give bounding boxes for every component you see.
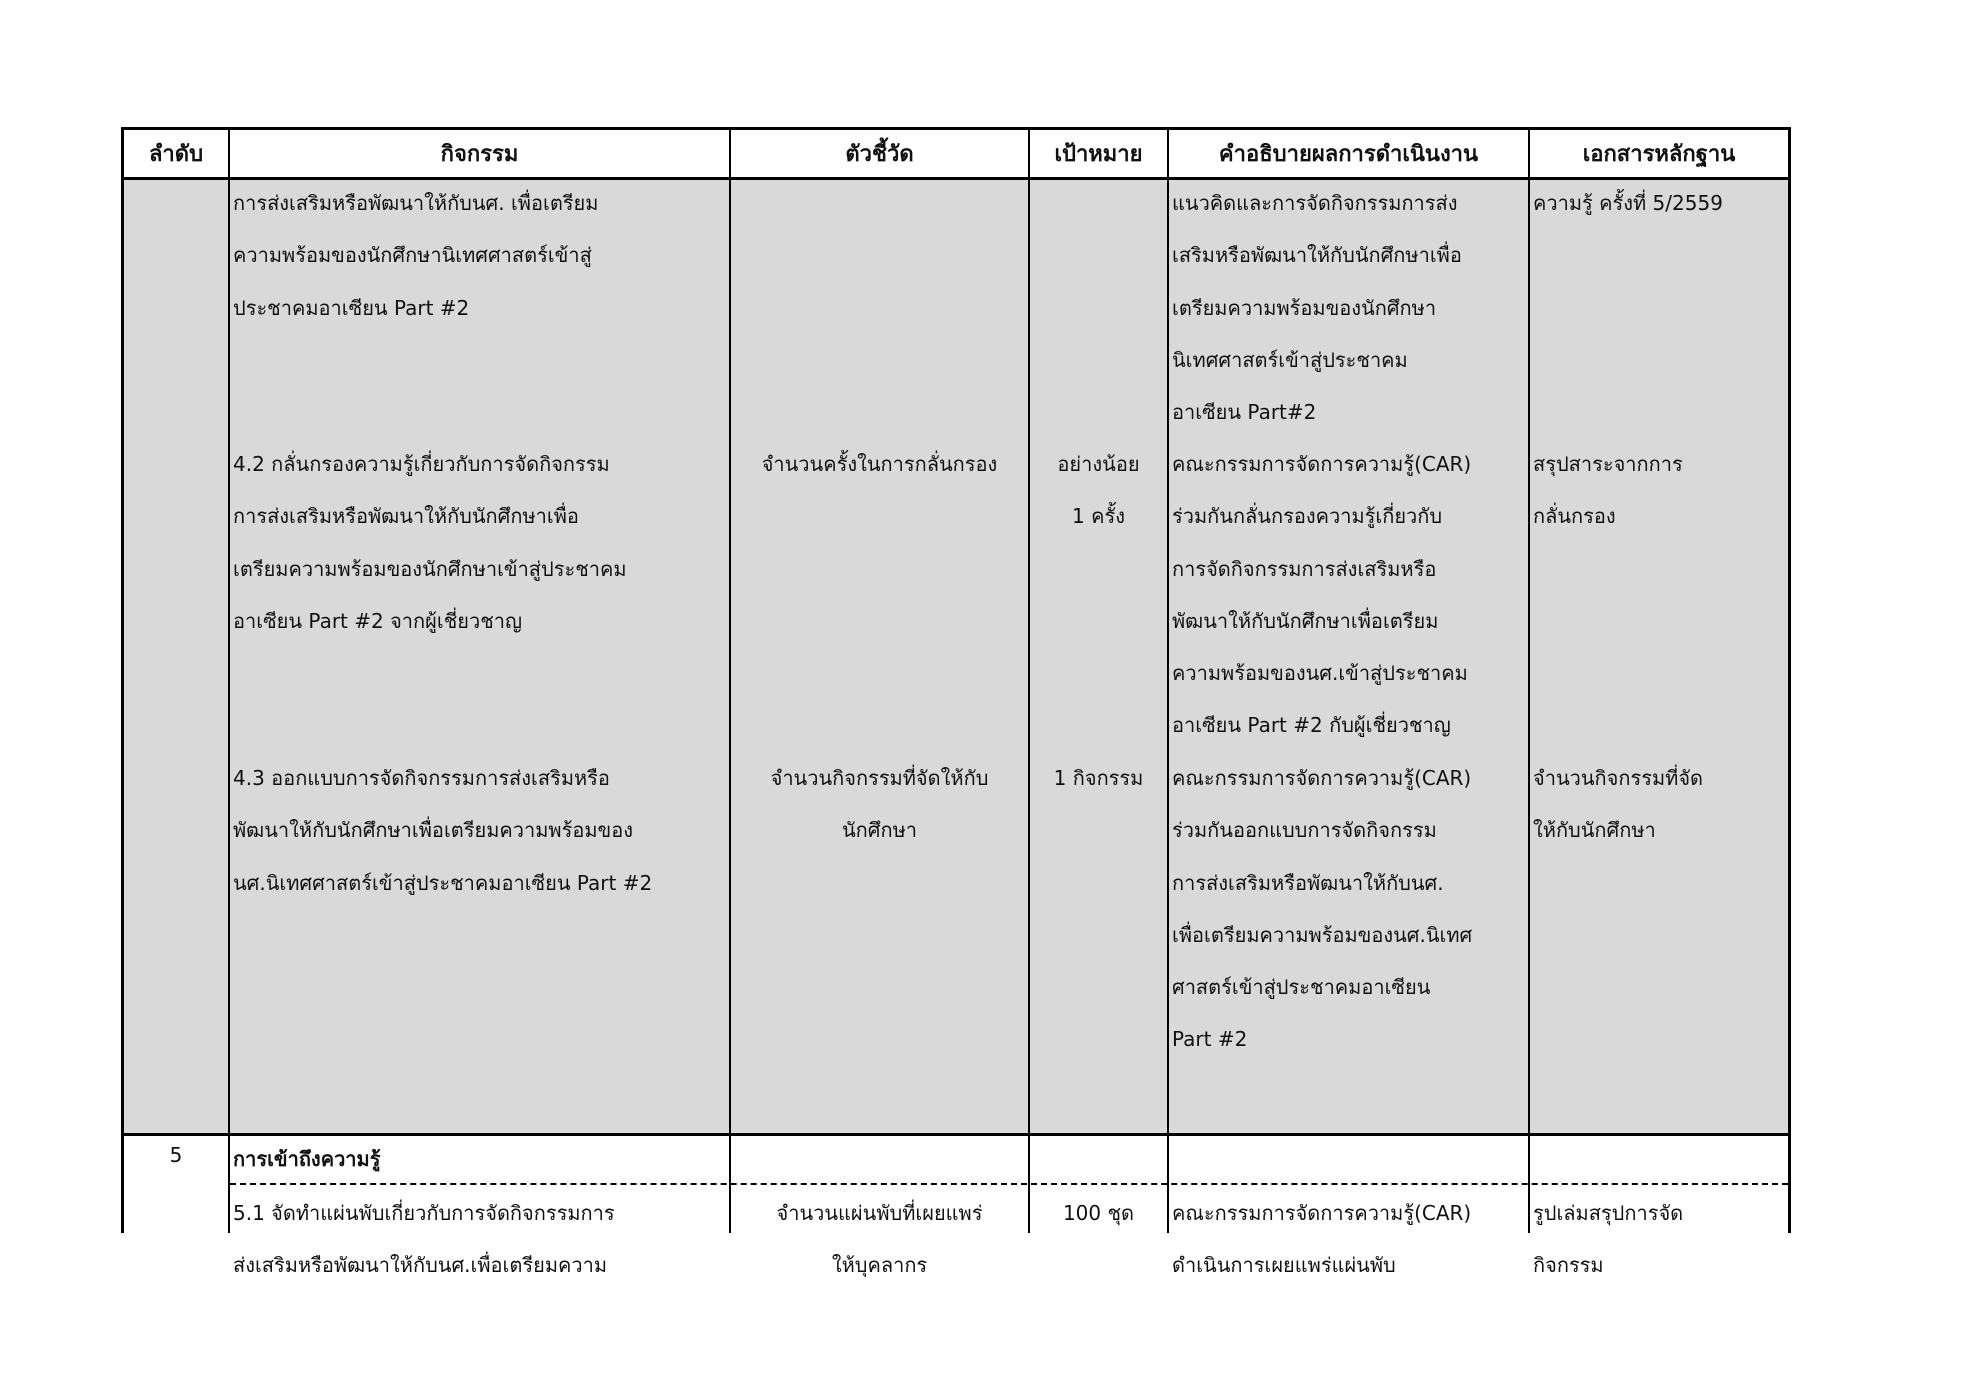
indicator-cell: จำนวนครั้งในการกลั่นกรอง xyxy=(761,452,998,476)
header-evidence: เอกสารหลักฐาน xyxy=(1582,141,1736,167)
col-divider xyxy=(1167,127,1169,1233)
indicator-cell: จำนวนกิจกรรมที่จัดให้กับ นักศึกษา xyxy=(770,766,989,843)
header-description: คำอธิบายผลการดำเนินงาน xyxy=(1218,141,1479,167)
header-no: ลำดับ xyxy=(148,141,204,167)
header-activity: กิจกรรม xyxy=(440,141,519,167)
header-target: เป้าหมาย xyxy=(1054,141,1143,167)
col-divider xyxy=(729,127,731,1233)
description-cell: คณะกรรมการจัดการความรู้(CAR) ร่วมกันกลั่นกรองความรู้เกี่ยวกับ การจัดกิจกรรมการส่งเสริมหรือ พัฒนาให้กับนักศึกษาเพื่อเตรียม ความพร้อมของนศ.เข้าสู่ประชาคม อาเซียน Part #2 กับผู้เชี่ยวชาญ xyxy=(1172,452,1472,738)
target-cell: 100 ชุด xyxy=(1062,1201,1135,1225)
col-divider xyxy=(228,127,230,1233)
target-cell: 1 กิจกรรม xyxy=(1053,766,1144,790)
target-cell: อย่างน้อย 1 ครั้ง xyxy=(1057,452,1140,529)
description-cell: คณะกรรมการจัดการความรู้(CAR) ร่วมกันออกแบบการจัดกิจกรรม การส่งเสริมหรือพัฒนาให้กับนศ. เพื่อเตรียมความพร้อมของนศ.นิเทศ ศาสตร์เข้าสู่ประชาคมอาเซียน Part #2 xyxy=(1172,766,1473,1052)
activity-cell: การส่งเสริมหรือพัฒนาให้กับนศ. เพื่อเตรียม ความพร้อมของนักศึกษานิเทศศาสตร์เข้าสู่ ประชาคมอาเซียน Part #2 xyxy=(233,191,599,320)
evidence-cell: รูปเล่มสรุปการจัด กิจกรรม xyxy=(1533,1201,1684,1278)
header-indicator: ตัวชี้วัด xyxy=(845,141,914,167)
section-title: การเข้าถึงความรู้ xyxy=(233,1147,381,1171)
activity-cell: 5.1 จัดทำแผ่นพับเกี่ยวกับการจัดกิจกรรมการ ส่งเสริมหรือพัฒนาให้กับนศ.เพื่อเตรียมความ xyxy=(233,1201,615,1278)
col-divider xyxy=(1528,127,1530,1233)
kpi-table xyxy=(121,127,1791,1278)
indicator-cell: จำนวนแผ่นพับที่เผยแพร่ ให้บุคลากร xyxy=(776,1201,983,1278)
evidence-cell: จำนวนกิจกรรมที่จัด ให้กับนักศึกษา xyxy=(1533,766,1704,843)
col-divider xyxy=(1028,127,1030,1233)
activity-cell: 4.2 กลั่นกรองความรู้เกี่ยวกับการจัดกิจกรรม การส่งเสริมหรือพัฒนาให้กับนักศึกษาเพื่อ เตรียมความพร้อมของนักศึกษาเข้าสู่ประชาคม อาเซียน Part #2 จากผู้เชี่ยวชาญ xyxy=(233,452,627,633)
description-cell: แนวคิดและการจัดกิจกรรมการส่ง เสริมหรือพัฒนาให้กับนักศึกษาเพื่อ เตรียมความพร้อมของนักศึกษา นิเทศศาสตร์เข้าสู่ประชาคม อาเซียน Part#2 xyxy=(1172,191,1462,425)
evidence-cell: ความรู้ ครั้งที่ 5/2559 xyxy=(1533,191,1723,215)
description-cell: คณะกรรมการจัดการความรู้(CAR) ดำเนินการเผยแพร่แผ่นพับ xyxy=(1172,1201,1472,1278)
section5-title-divider xyxy=(230,1183,1788,1185)
activity-cell: 4.3 ออกแบบการจัดกิจกรรมการส่งเสริมหรือ พัฒนาให้กับนักศึกษาเพื่อเตรียมความพร้อมของ นศ.นิเทศศาสตร์เข้าสู่ประชาคมอาเซียน Part #2 xyxy=(233,766,653,895)
row-number: 5 xyxy=(169,1143,183,1167)
evidence-cell: สรุปสาระจากการ กลั่นกรอง xyxy=(1533,452,1683,529)
